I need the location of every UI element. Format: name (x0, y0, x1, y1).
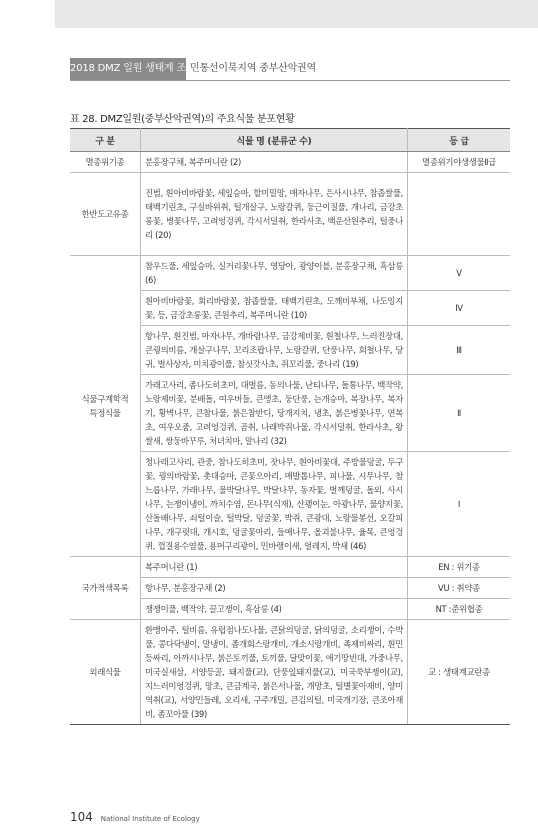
category-cell: 외래식물 (70, 620, 141, 725)
table-row (70, 620, 510, 725)
grade-cell: 멸종위기야생생물Ⅱ급 (408, 152, 511, 173)
table-row (70, 557, 510, 578)
names-cell: 쟁쟁이풀, 백작약, 끌고쟁이, 흑삼릉 (4) (141, 599, 408, 620)
grade-cell: 교 : 생태계교란종 (408, 620, 511, 725)
header-divider (70, 80, 510, 81)
names-cell: 환맹아주, 털비름, 유럽점나도나물, 큰닭의덩굴, 닭의덩굴, 소리쟁이, 수박풀, 콩다닥냉이, 말냉이, 좀개회스랑개비, 개소시랑개비, 족제비싸리, 흰민등싸리, 아까시나무, 붉은토끼풀, 토끼풀, 달맞이꽃, 애기땅빈대, 가중나무, 미국실새삼, 서양등골, 돼지풀(교), 단풍잎돼지풀(교), 미국쑥부쟁이(교), 지느러미엉겅퀴, 망초, 큰금계국, 붉은서나물, 개망초, 털별꽃아재비, 양미역취(교), 서양민들레, 오리새, 구주개밀, 큰김의털, 미국개기장, 큰조아재비, 좀꼬아풀 (39) (141, 620, 408, 725)
names-cell: 참우드풀, 세잎승마, 실거리꽃나무, 영당아, 광양이블, 분홍장구채, 흑삼릉 (6) (141, 256, 408, 291)
grade-cell: Ⅲ (408, 326, 511, 375)
institute-name: National Institute of Ecology (100, 815, 200, 823)
table-row (70, 256, 510, 291)
names-cell: 흰아비바람꽃, 회리바람꽃, 참좁쌀풀, 태백기린초, 도깨비부채, 나도잉지꽃, 등, 금강초롱꽃, 큰원추리, 복주머니란 (10) (141, 291, 408, 326)
grade-cell: Ⅴ (408, 256, 511, 291)
grade-cell: Ⅱ (408, 375, 511, 452)
grade-cell: VU : 취약종 (408, 578, 511, 599)
section-tag: 2018 DMZ 일원 생태계 조사 (70, 58, 186, 80)
grade-cell: EN : 위기종 (408, 557, 511, 578)
names-cell: 가래고사리, 좀나도히초미, 대벌름, 동의나물, 난티나무, 돌통나무, 백작약, 노랑제비꽃, 분배돌, 여우버들, 큰앵초, 둥단풍, 는개승마, 복장나무, 복자기, 황벽나무, 큰참나물, 붉은참반디, 당개지치, 냉초, 붉은병꽃나무, 연복초, 여우오줌, 고려엉겅퀴, 곰취, 나래박쥐나물, 각시서덜취, 한라사초, 왕쌀새, 쌍둥바꾸루, 처녀치마, 말나리 (32) (141, 375, 408, 452)
section-subtitle: 민통선이북지역 중부산악권역 (190, 63, 316, 74)
names-cell: 청나래고사리, 관중, 참나도히초미, 잣나무, 흰아비꽃대, 주방물덩굴, 두구꽃, 꿩의바람꽃, 촛대승마, 큰꽃으아리, 매발톱나무, 피나물, 시무나무, 참느릅나무, 가래나무, 물박달나무, 박달나무, 동자꽃, 벌깨덩굴, 돌외, 사시나무, 는쟁이냉이, 까치수염, 돈나무(식재), 산괭이눈, 아광나무, 물양지꽃, 산돌배나무, 쇠털이슬, 털박달, 덩굴꽃, 박쥐, 큰광대, 노랑물봉선, 오갈피나무, 개구릿대, 개시호, 덩굴꽃마리, 들메나무, 올괴불나무, 율목, 큰엉겅퀴, 껍질용수염풀, 용머구리광이, 민바랭이새, 얼레지, 박새 (46) (141, 452, 408, 557)
grade-cell: Ⅳ (408, 291, 511, 326)
page-number: 104 (70, 810, 93, 824)
names-cell: 항나무, 분홍장구채 (2) (141, 578, 408, 599)
category-cell: 한반도고유종 (70, 173, 141, 256)
category-cell: 멸종위기종 (70, 152, 141, 173)
names-cell: 복주머니란 (1) (141, 557, 408, 578)
table-row (70, 152, 510, 173)
column-header-grade: 등 급 (408, 129, 511, 152)
column-header-names: 식물 명 (분류군 수) (141, 129, 408, 152)
names-cell: 진범, 흰아비바람꽃, 세잎승마, 할미밀망, 매자나무, 은사시나무, 참좁쌀풀, 태백기린초, 구실바위취, 털개살구, 노랑갈퀴, 둥근이질풀, 개나리, 금강초롱꽃, 병꽃나무, 고려엉겅퀴, 각시서덜취, 한라사초, 백운산원추리, 털중나리 (20) (141, 173, 408, 256)
category-cell: 식물구계학적 특정식물 (70, 256, 141, 557)
grade-cell: NT :준위협종 (408, 599, 511, 620)
names-cell: 항나무, 흰진범, 마자나무, 개바람나무, 금강제비꽃, 흰철나무, 느러진장대, 큰꿩의비름, 개살구나무, 꼬리조팝나무, 노랑갈퀴, 단풍나무, 회철나무, 당귀, 벌사상자, 미치광이풀, 참싯갓사초, 쥐꼬리풀, 중나리 (19) (141, 326, 408, 375)
page-footer (70, 810, 200, 824)
table-row (70, 173, 510, 256)
header-band (55, 0, 538, 28)
table-header-row (70, 129, 510, 152)
grade-cell: Ⅰ (408, 452, 511, 557)
plant-distribution-table (70, 128, 510, 725)
column-header-category: 구 분 (70, 129, 141, 152)
category-cell: 국가적색목록 (70, 557, 141, 620)
table-title: 표 28. DMZ일원(중부산악권역)의 주요식물 분포현황 (70, 114, 295, 125)
names-cell: 분홍장구채, 복주머니란 (2) (141, 152, 408, 173)
grade-cell (408, 173, 511, 256)
